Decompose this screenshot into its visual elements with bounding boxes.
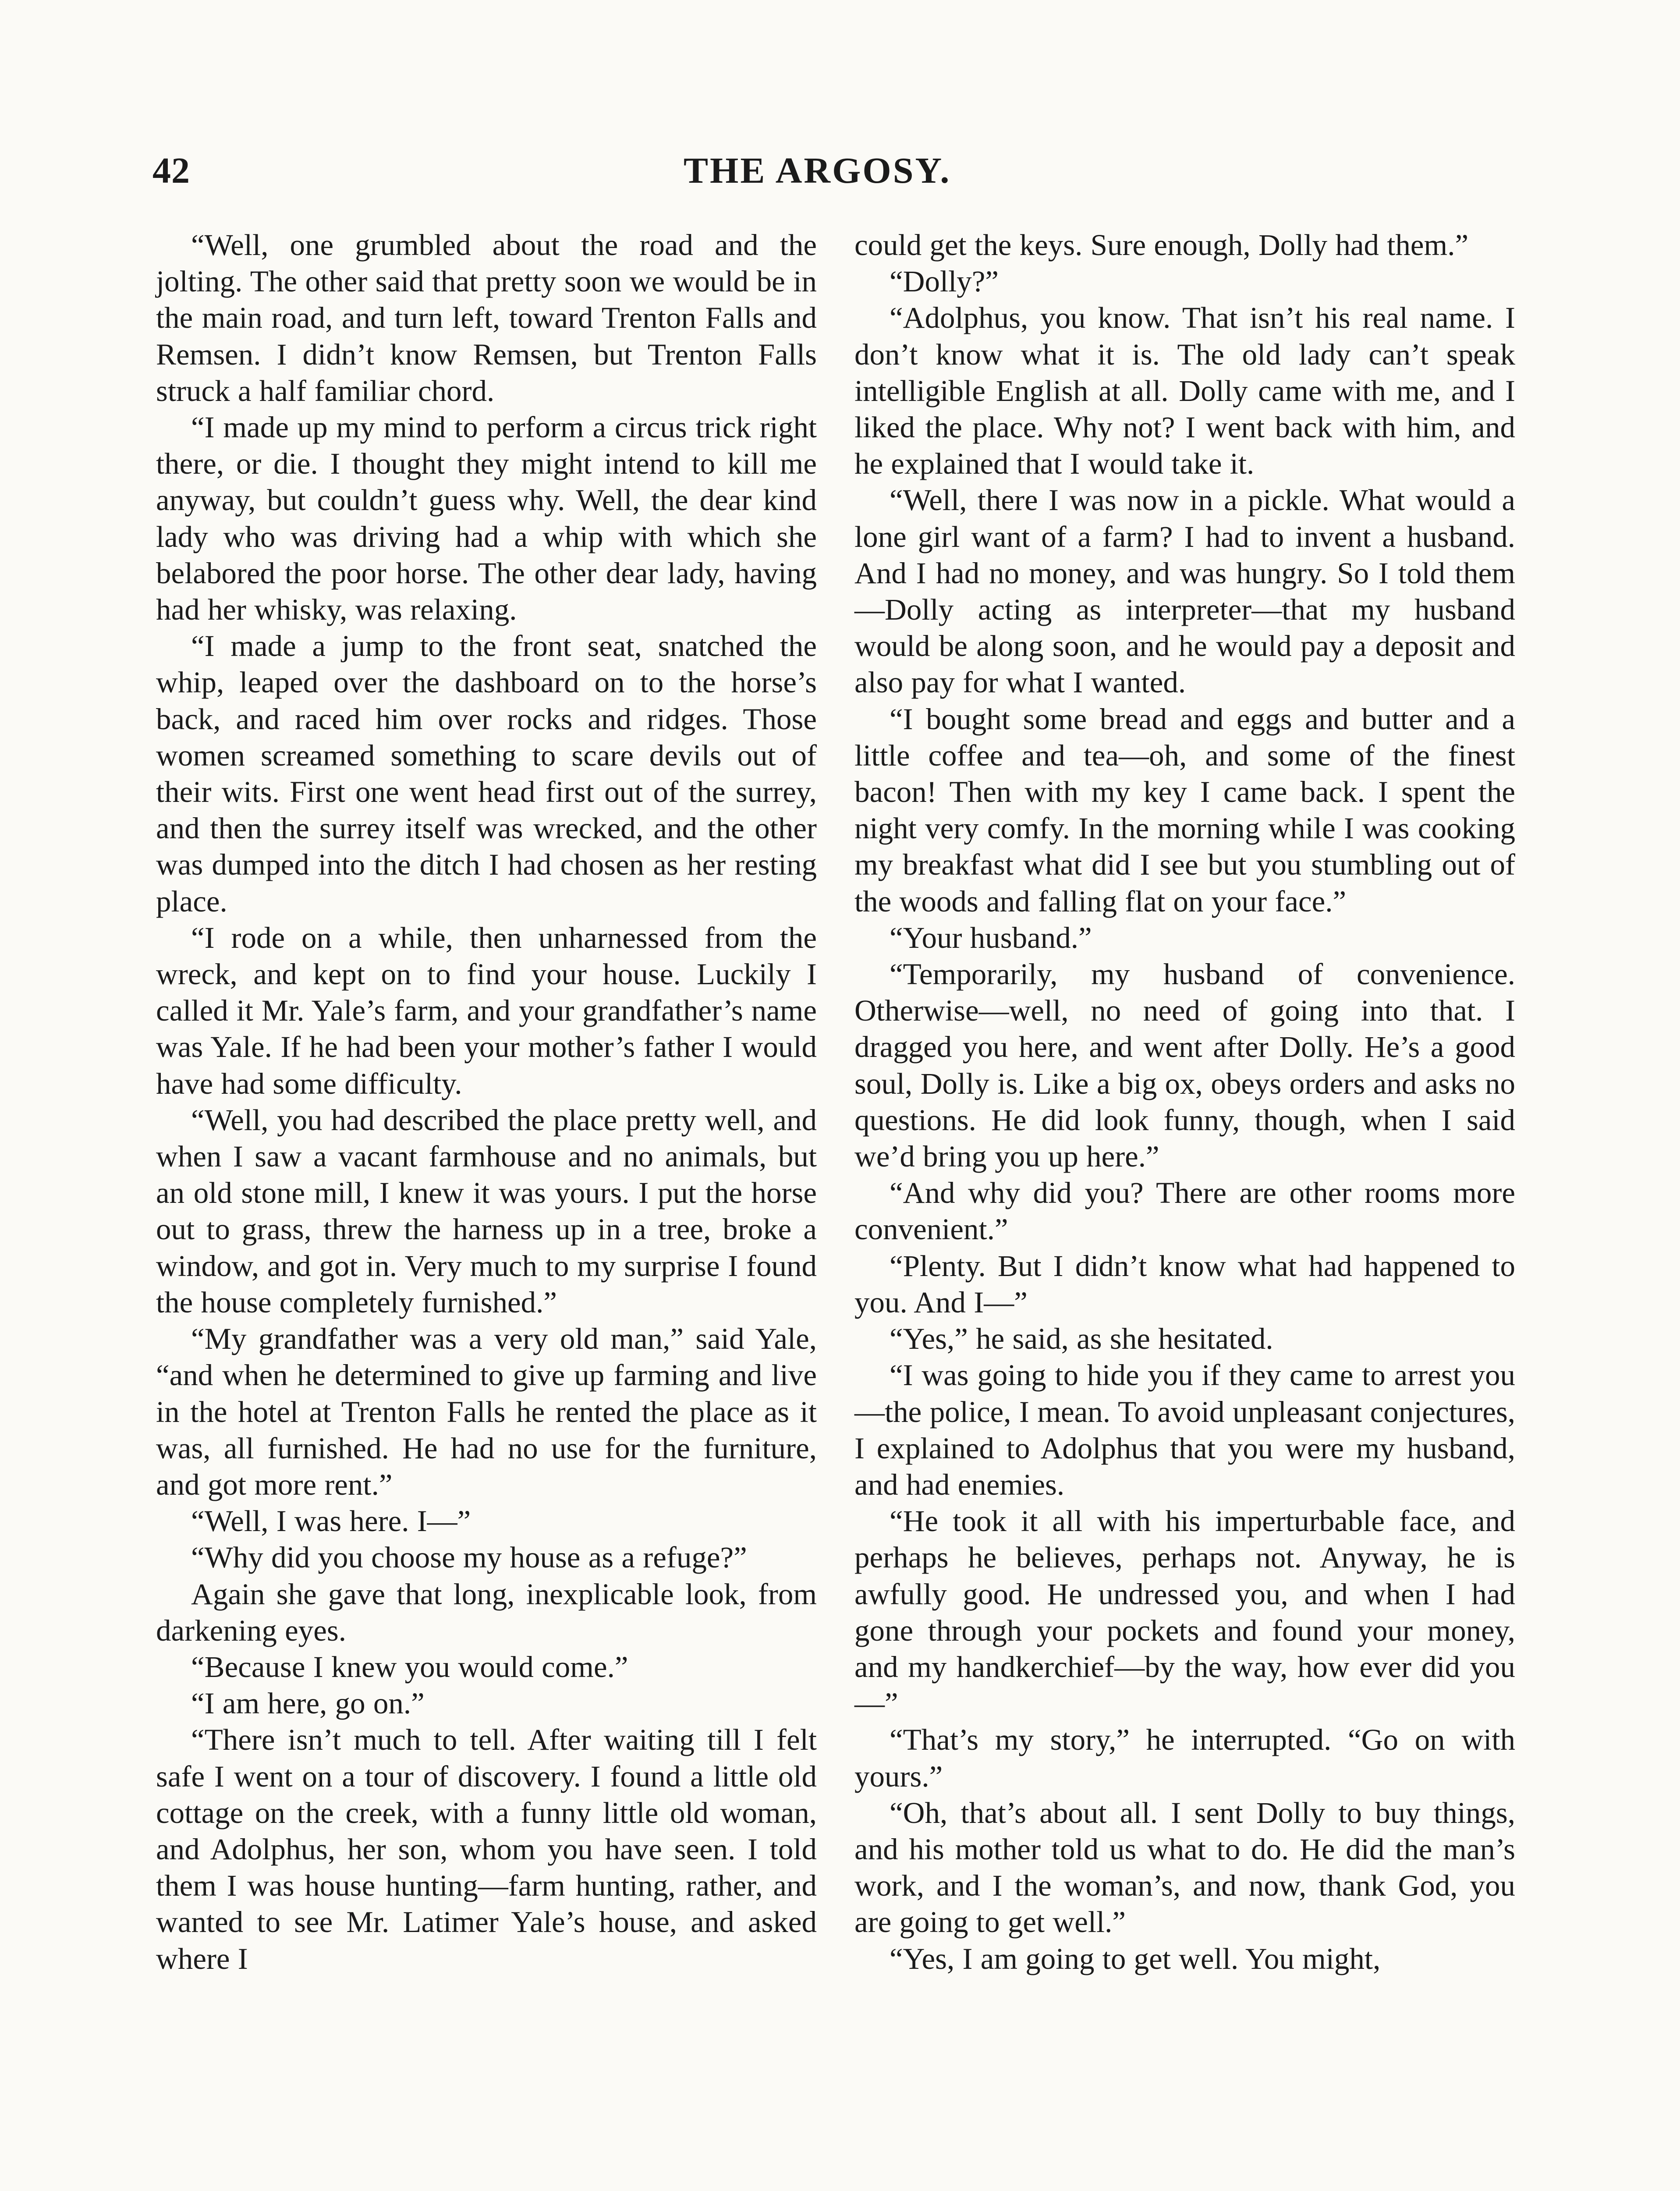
left-column xyxy=(156,227,817,1977)
paragraph: “Yes, I am going to get well. You might, xyxy=(890,1942,1381,1975)
paragraph: “Well, you had described the place pretty well, and when I saw a vacant farmhouse and no animals, but an old stone mill, I knew it was yours. I put the horse out to grass, threw the harness up in a tree, broke a window, and got in. Very much to my surprise I found the house completely furnished.” xyxy=(156,1103,817,1319)
paragraph: “He took it all with his imperturbable face, and perhaps he believes, perhaps not. Anyway, he is awfully good. He undressed you, and when I had gone through your pockets and found your money, and my handkerchief—by the way, how ever did you—” xyxy=(854,1504,1515,1720)
paragraph: “I made a jump to the front seat, snatched the whip, leaped over the dashboard on to the horse’s back, and raced him over rocks and ridges. Those women screamed something to scare devils out of their wits. First one went head first out of the surrey, and then the surrey itself was wrecked, and the other was dumped into the ditch I had chosen as her resting place. xyxy=(156,629,817,918)
paragraph: “There isn’t much to tell. After waiting till I felt safe I went on a tour of discovery. I found a little old cottage on the creek, with a funny little old woman, and Adolphus, her son, whom you have seen. I told them I was house hunting—farm hunting, rather, and wanted to see Mr. Latimer Yale’s house, and asked where I xyxy=(156,1723,817,1975)
paragraph: could get the keys. Sure enough, Dolly had them.” xyxy=(854,228,1469,262)
paragraph: “Yes,” he said, as she hesitated. xyxy=(890,1322,1273,1356)
paragraph: “Temporarily, my husband of convenience. Otherwise—well, no need of going into that. I dragged you here, and went after Dolly. He’s a good soul, Dolly is. Like a big ox, obeys orders and asks no questions. He did look funny, though, when I said we’d bring you up here.” xyxy=(854,957,1515,1173)
paragraph: “My grandfather was a very old man,” said Yale, “and when he determined to give up farming and live in the hotel at Trenton Falls he rented the place as it was, all furnished. He had no use for the furniture, and got more rent.” xyxy=(156,1322,817,1501)
paragraph: “I rode on a while, then unharnessed from the wreck, and kept on to find your house. Luckily I called it Mr. Yale’s farm, and your grandfather’s name was Yale. If he had been your mother’s father I would have had some difficulty. xyxy=(156,921,817,1100)
paragraph: “Why did you choose my house as a refuge?” xyxy=(191,1541,747,1574)
paragraph: “Plenty. But I didn’t know what had happened to you. And I—” xyxy=(854,1249,1515,1319)
paragraph: “Dolly?” xyxy=(890,265,999,298)
page-number: 42 xyxy=(152,150,190,191)
paragraph: “And why did you? There are other rooms more convenient.” xyxy=(854,1176,1515,1246)
paragraph: “Oh, that’s about all. I sent Dolly to buy things, and his mother told us what to do. He did the man’s work, and I the woman’s, and now, thank God, you are going to get well.” xyxy=(854,1796,1515,1939)
paragraph: “Your husband.” xyxy=(890,921,1092,954)
paragraph: “Well, I was here. I—” xyxy=(191,1504,471,1538)
paragraph: “That’s my story,” he interrupted. “Go on with yours.” xyxy=(854,1723,1515,1793)
paragraph: “I made up my mind to perform a circus trick right there, or die. I thought they might intend to kill me anyway, but couldn’t guess why. Well, the dear kind lady who was driving had a whip with which she belabored the poor horse. The other dear lady, having had her whisky, was relaxing. xyxy=(156,411,817,627)
paragraph: “Adolphus, you know. That isn’t his real name. I don’t know what it is. The old lady can’t speak intelligible English at all. Dolly came with me, and I liked the place. Why not? I went back with him, and he explained that I would take it. xyxy=(854,301,1515,481)
running-head: THE ARGOSY. xyxy=(684,150,951,191)
paragraph: “Well, one grumbled about the road and the jolting. The other said that pretty soon we would be in the main road, and turn left, toward Trenton Falls and Remsen. I didn’t know Remsen, but Trenton Falls struck a half familiar chord. xyxy=(156,228,817,408)
paragraph: “Because I knew you would come.” xyxy=(191,1650,628,1684)
paragraph: Again she gave that long, inexplicable look, from darkening eyes. xyxy=(156,1577,817,1647)
paragraph: “I was going to hide you if they came to arrest you—the police, I mean. To avoid unpleasant conjectures, I explained to Adolphus that you were my husband, and had enemies. xyxy=(854,1358,1515,1501)
paragraph: “I bought some bread and eggs and butter and a little coffee and tea—oh, and some of the finest bacon! Then with my key I came back. I spent the night very comfy. In the morning while I was cooking my breakfast what did I see but you stumbling out of the woods and falling flat on your face.” xyxy=(854,702,1515,918)
right-column xyxy=(854,227,1515,1977)
paragraph: “I am here, go on.” xyxy=(191,1687,425,1720)
paragraph: “Well, there I was now in a pickle. What would a lone girl want of a farm? I had to invent a husband. And I had no money, and was hungry. So I told them—Dolly acting as interpreter—that my husband would be along soon, and he would pay a deposit and also pay for what I wanted. xyxy=(854,483,1515,699)
